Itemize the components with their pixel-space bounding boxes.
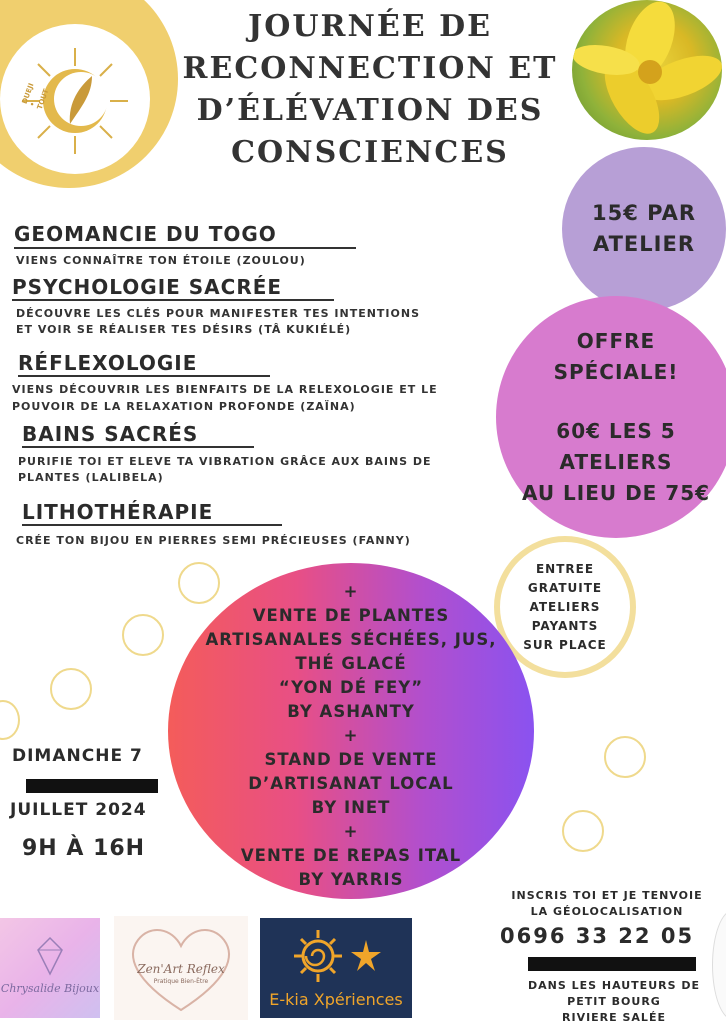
offer-line: AU LIEU DE 75€ — [521, 480, 711, 505]
flower-icon — [572, 0, 722, 140]
workshop-desc: PURIFIE TOI ET ELEVE TA VIBRATION GRÂCE AUX BAINS DE — [18, 455, 432, 468]
workshop-desc: VIENS CONNAÎTRE TON ÉTOILE (ZOULOU) — [16, 254, 306, 267]
extras-line: BY INET — [311, 798, 391, 817]
sponsor-name: Zen'Art Reflex — [137, 962, 225, 976]
event-month: JUILLET 2024 — [10, 800, 147, 820]
event-hours: 9H À 16H — [22, 836, 146, 861]
plus-sign: + — [343, 726, 359, 745]
offer-line: 60€ LES 5 — [556, 418, 676, 443]
workshop-desc: VIENS DÉCOUVRIR LES BIENFAITS DE LA RELEXOLOGIE ET LE — [12, 383, 438, 396]
decorative-ring — [562, 810, 604, 852]
title-line: CONSCIENCES — [231, 135, 509, 170]
price-line: ATELIER — [592, 232, 695, 256]
extras-list — [168, 580, 534, 892]
offer-line: SPÉCIALE! — [553, 359, 679, 384]
partial-logo — [712, 910, 726, 1020]
title-line: JOURNÉE DE — [248, 9, 492, 44]
extras-line: BY YARRIS — [298, 870, 404, 889]
sponsor-subtitle: Pratique Bien-Être — [153, 978, 209, 985]
workshop-desc: DÉCOUVRE LES CLÉS POUR MANIFESTER TES INTENTIONS — [16, 307, 420, 320]
location-line: PETIT BOURG — [567, 995, 661, 1008]
underline — [12, 299, 334, 301]
contact-line: LA GÉOLOCALISATION — [530, 905, 684, 918]
entry-line: ENTREE — [535, 561, 595, 576]
decorative-ring — [604, 736, 646, 778]
decorative-ring — [0, 700, 20, 740]
workshop-desc: PLANTES (LALIBELA) — [18, 471, 164, 484]
extras-line: VENTE DE REPAS ITAL — [240, 846, 462, 865]
workshop-desc: CRÉE TON BIJOU EN PIERRES SEMI PRÉCIEUSES (FANNY) — [16, 534, 411, 547]
contact-text — [498, 888, 716, 920]
phone-number[interactable]: 0696 33 22 05 — [500, 924, 695, 948]
underline — [14, 247, 356, 249]
plus-sign: + — [343, 822, 359, 841]
extras-line: D’ARTISANAT LOCAL — [248, 774, 454, 793]
sun-spiral-icon — [284, 928, 388, 984]
offer-line: OFFRE — [576, 328, 656, 353]
workshop-title: BAINS SACRÉS — [22, 422, 199, 446]
special-offer-badge — [496, 296, 726, 538]
offer-line: ATELIERS — [559, 449, 673, 474]
plus-sign: + — [343, 582, 359, 601]
workshop-title: PSYCHOLOGIE SACRÉE — [12, 275, 283, 299]
extras-line: VENTE DE PLANTES — [252, 606, 450, 625]
page-title — [170, 6, 570, 174]
flower-photo — [572, 0, 722, 140]
entry-line: GRATUITE — [527, 580, 603, 595]
extras-line: “YON DÉ FEY” — [278, 678, 424, 697]
title-line: D’ÉLÉVATION DES — [196, 93, 544, 128]
title-line: RECONNECTION ET — [182, 51, 558, 86]
extras-line: STAND DE VENTE — [264, 750, 438, 769]
extras-line: BY ASHANTY — [287, 702, 415, 721]
location-text — [522, 978, 706, 1026]
contact-line: INSCRIS TOI ET JE TENVOIE — [511, 889, 703, 902]
workshop-title: GEOMANCIE DU TOGO — [14, 222, 277, 246]
price-badge — [562, 147, 726, 311]
event-day: DIMANCHE 7 — [12, 746, 143, 766]
underline — [22, 524, 282, 526]
sponsor-name: E-kia Xpériences — [269, 990, 403, 1009]
price-line: 15€ PAR — [591, 201, 697, 225]
sponsor-logo-ekia — [260, 918, 412, 1018]
entry-line: SUR PLACE — [523, 637, 607, 652]
contact-divider — [528, 957, 696, 971]
decorative-ring — [122, 614, 164, 656]
sponsor-logo-zenart — [114, 916, 248, 1020]
workshop-desc: POUVOIR DE LA RELAXATION PROFONDE (ZAÏNA) — [12, 400, 356, 413]
workshop-desc: ET VOIR SE RÉALISER TES DÉSIRS (TÂ KUKIÉLÉ) — [16, 323, 352, 336]
workshop-title: LITHOTHÉRAPIE — [22, 500, 214, 524]
extras-line: ARTISANALES SÉCHÉES, JUS, — [205, 630, 497, 649]
decorative-ring — [50, 668, 92, 710]
location-line: RIVIERE SALÉE — [562, 1011, 666, 1024]
workshop-title: RÉFLEXOLOGIE — [18, 351, 198, 375]
underline — [22, 446, 254, 448]
sponsor-logo-chrysalide — [0, 918, 100, 1018]
date-divider — [26, 779, 158, 793]
entry-line: ATELIERS — [529, 599, 601, 614]
extras-line: THÉ GLACÉ — [295, 654, 407, 673]
location-line: DANS LES HAUTEURS DE — [527, 979, 700, 992]
sponsor-name: Chrysalide Bijoux — [0, 982, 100, 995]
underline — [18, 375, 270, 377]
crystal-icon — [36, 936, 64, 976]
logo-text: DUEJI • TOUT — [20, 82, 51, 111]
entry-line: PAYANTS — [531, 618, 599, 633]
